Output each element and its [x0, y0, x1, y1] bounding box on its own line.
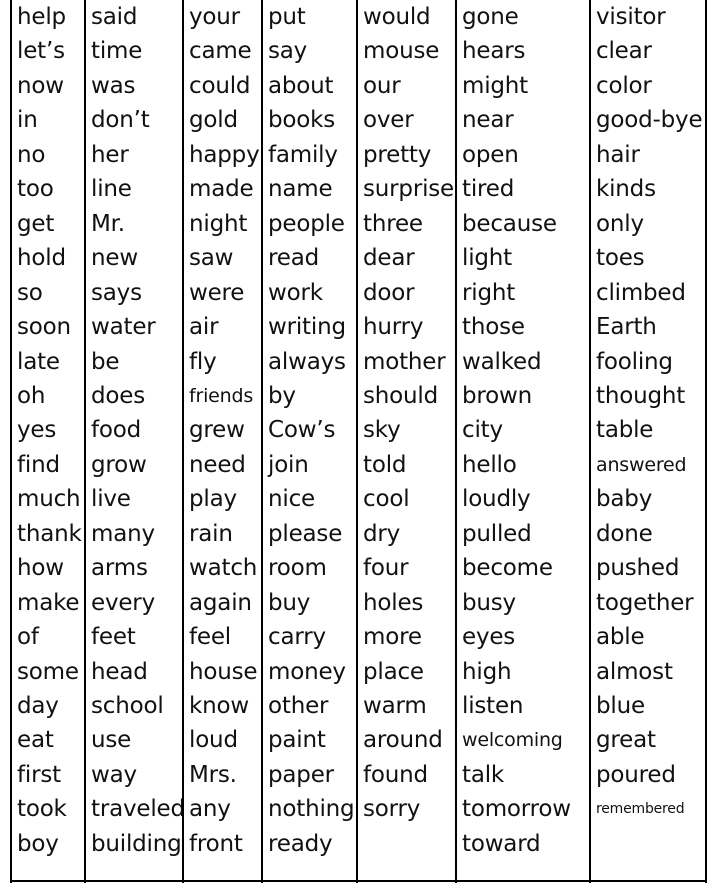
word-cell: by	[268, 382, 296, 409]
word-cell: money	[268, 658, 346, 685]
word-cell: writing	[268, 314, 346, 341]
word-cell: know	[189, 693, 249, 719]
word-cell: able	[596, 624, 645, 651]
word-cell: much	[17, 486, 81, 513]
word-cell: door	[363, 279, 415, 306]
word-cell: city	[462, 417, 503, 444]
word-cell: yes	[17, 417, 57, 444]
word-cell: brown	[462, 382, 533, 409]
word-cell: place	[363, 658, 424, 685]
word-cell: please	[268, 520, 343, 547]
word-cell: tomorrow	[462, 796, 571, 823]
word-cell: pushed	[596, 555, 680, 582]
word-cell: her	[91, 141, 129, 168]
word-cell: our	[363, 72, 401, 99]
word-cell: done	[596, 520, 653, 547]
table-bottom-border	[10, 880, 707, 882]
word-cell: work	[268, 279, 323, 306]
word-cell: ready	[268, 830, 333, 857]
word-cell: eyes	[462, 624, 516, 651]
word-cell: four	[363, 555, 409, 582]
word-cell: again	[189, 589, 252, 616]
word-cell: happy	[189, 141, 260, 168]
word-cell: time	[91, 38, 143, 65]
word-cell: right	[462, 279, 516, 306]
word-cell: water	[91, 314, 156, 341]
word-cell: mouse	[363, 38, 440, 65]
word-cell: house	[189, 658, 258, 685]
word-cell: feet	[91, 624, 136, 651]
word-cell: warm	[363, 693, 427, 719]
word-cell: fly	[189, 348, 217, 375]
word-cell: talk	[462, 761, 505, 788]
word-cell: other	[268, 693, 329, 719]
word-cell: sky	[363, 417, 401, 444]
word-cell: school	[91, 693, 164, 719]
word-cell: Mr.	[91, 210, 125, 237]
word-cell: welcoming	[462, 729, 563, 752]
word-cell: grew	[189, 417, 245, 444]
word-cell: way	[91, 761, 137, 788]
word-cell: late	[17, 348, 60, 375]
word-cell: name	[268, 176, 333, 203]
word-cell: surprise	[363, 176, 454, 203]
word-cell: nice	[268, 486, 315, 513]
word-cell: took	[17, 796, 67, 823]
word-cell: said	[91, 4, 138, 30]
word-cell: over	[363, 107, 414, 134]
word-cell: table	[596, 417, 654, 444]
word-cell: Cow’s	[268, 417, 336, 444]
word-cell: carry	[268, 624, 326, 651]
word-cell: gold	[189, 107, 238, 134]
word-cell: clear	[596, 38, 652, 65]
word-cell: room	[268, 555, 327, 582]
word-cell: any	[189, 796, 231, 823]
word-cell: no	[17, 141, 46, 168]
word-cell: hair	[596, 141, 640, 168]
word-cell: find	[17, 451, 60, 478]
word-cell: rain	[189, 520, 233, 547]
word-cell: friends	[189, 384, 254, 407]
word-cell: eat	[17, 727, 54, 754]
word-cell: some	[17, 658, 79, 685]
word-cell: soon	[17, 314, 71, 341]
word-cell: only	[596, 210, 644, 237]
word-cell: people	[268, 210, 345, 237]
word-cell: blue	[596, 693, 645, 719]
word-cell: watch	[189, 555, 258, 582]
word-cell: pulled	[462, 520, 532, 547]
word-cell: kinds	[596, 176, 656, 203]
word-cell: hold	[17, 245, 66, 272]
word-cell: would	[363, 4, 431, 30]
word-cell: color	[596, 72, 652, 99]
word-cell: first	[17, 761, 61, 788]
word-cell: listen	[462, 693, 524, 719]
word-cell: hears	[462, 38, 526, 65]
word-cell: arms	[91, 555, 148, 582]
word-cell: thank	[17, 520, 82, 547]
word-cell: always	[268, 348, 346, 375]
word-cell: many	[91, 520, 155, 547]
word-cell: don’t	[91, 107, 150, 134]
word-cell: of	[17, 624, 39, 651]
word-cell: good-bye	[596, 107, 703, 134]
word-cell: open	[462, 141, 519, 168]
word-cell: head	[91, 658, 148, 685]
word-cell: new	[91, 245, 138, 272]
word-cell: walked	[462, 348, 542, 375]
word-cell: help	[17, 4, 66, 30]
word-cell: busy	[462, 589, 516, 616]
word-cell: nothing	[268, 796, 355, 823]
word-column-6	[455, 0, 591, 883]
word-cell: let’s	[17, 38, 65, 65]
word-cell: great	[596, 727, 656, 754]
word-cell: could	[189, 72, 251, 99]
word-cell: paint	[268, 727, 326, 754]
word-cell: feel	[189, 624, 231, 651]
word-cell: light	[462, 245, 512, 272]
word-cell: dry	[363, 520, 401, 547]
word-cell: be	[91, 348, 120, 375]
word-cell: hello	[462, 451, 517, 478]
word-cell: read	[268, 245, 319, 272]
word-cell: came	[189, 38, 252, 65]
word-cell: need	[189, 451, 246, 478]
word-cell: because	[462, 210, 557, 237]
word-cell: now	[17, 72, 64, 99]
word-cell: live	[91, 486, 131, 513]
word-cell: answered	[596, 453, 687, 476]
word-column-2	[84, 0, 184, 883]
word-cell: tired	[462, 176, 515, 203]
word-cell: high	[462, 658, 512, 685]
word-column-4	[261, 0, 358, 883]
word-cell: say	[268, 38, 308, 65]
word-cell: oh	[17, 382, 46, 409]
word-cell: front	[189, 830, 243, 857]
word-cell: play	[189, 486, 237, 513]
word-cell: join	[268, 451, 309, 478]
word-cell: books	[268, 107, 336, 134]
word-column-5	[356, 0, 457, 883]
word-cell: loud	[189, 727, 238, 754]
word-cell: together	[596, 589, 694, 616]
word-cell: might	[462, 72, 528, 99]
word-cell: was	[91, 72, 136, 99]
word-cell: traveled	[91, 796, 185, 823]
word-cell: near	[462, 107, 514, 134]
word-cell: pretty	[363, 141, 432, 168]
word-cell: every	[91, 589, 155, 616]
word-cell: become	[462, 555, 553, 582]
word-cell: almost	[596, 658, 673, 685]
word-cell: building	[91, 830, 182, 857]
word-column-3	[182, 0, 263, 883]
word-cell: visitor	[596, 4, 666, 30]
word-cell: make	[17, 589, 80, 616]
word-cell: those	[462, 314, 525, 341]
word-cell: more	[363, 624, 422, 651]
word-cell: does	[91, 382, 146, 409]
word-cell: sorry	[363, 796, 421, 823]
word-cell: loudly	[462, 486, 531, 513]
word-cell: line	[91, 176, 132, 203]
word-cell: found	[363, 761, 428, 788]
word-cell: your	[189, 4, 240, 30]
word-cell: climbed	[596, 279, 686, 306]
word-cell: so	[17, 279, 43, 306]
word-cell: put	[268, 4, 306, 30]
word-column-7	[589, 0, 707, 883]
word-cell: night	[189, 210, 248, 237]
word-cell: paper	[268, 761, 334, 788]
word-cell: too	[17, 176, 54, 203]
word-cell: air	[189, 314, 219, 341]
word-cell: grow	[91, 451, 147, 478]
word-cell: were	[189, 279, 245, 306]
word-cell: Mrs.	[189, 761, 237, 788]
word-cell: remembered	[596, 801, 685, 818]
word-cell: thought	[596, 382, 686, 409]
word-cell: saw	[189, 245, 234, 272]
word-cell: around	[363, 727, 443, 754]
word-column-1	[10, 0, 86, 883]
word-cell: poured	[596, 761, 676, 788]
word-cell: mother	[363, 348, 446, 375]
word-cell: gone	[462, 4, 519, 30]
word-cell: get	[17, 210, 55, 237]
word-cell: says	[91, 279, 142, 306]
word-cell: toward	[462, 830, 541, 857]
word-cell: use	[91, 727, 132, 754]
word-cell: fooling	[596, 348, 673, 375]
word-cell: day	[17, 693, 59, 719]
word-cell: how	[17, 555, 64, 582]
word-cell: made	[189, 176, 254, 203]
word-cell: in	[17, 107, 38, 134]
word-cell: toes	[596, 245, 645, 272]
word-cell: family	[268, 141, 338, 168]
word-cell: Earth	[596, 314, 657, 341]
word-cell: should	[363, 382, 438, 409]
word-cell: food	[91, 417, 142, 444]
word-cell: holes	[363, 589, 424, 616]
word-cell: three	[363, 210, 423, 237]
word-cell: hurry	[363, 314, 424, 341]
word-cell: boy	[17, 830, 59, 857]
word-cell: baby	[596, 486, 653, 513]
word-cell: dear	[363, 245, 415, 272]
word-cell: about	[268, 72, 334, 99]
word-cell: cool	[363, 486, 410, 513]
word-cell: told	[363, 451, 407, 478]
word-cell: buy	[268, 589, 311, 616]
